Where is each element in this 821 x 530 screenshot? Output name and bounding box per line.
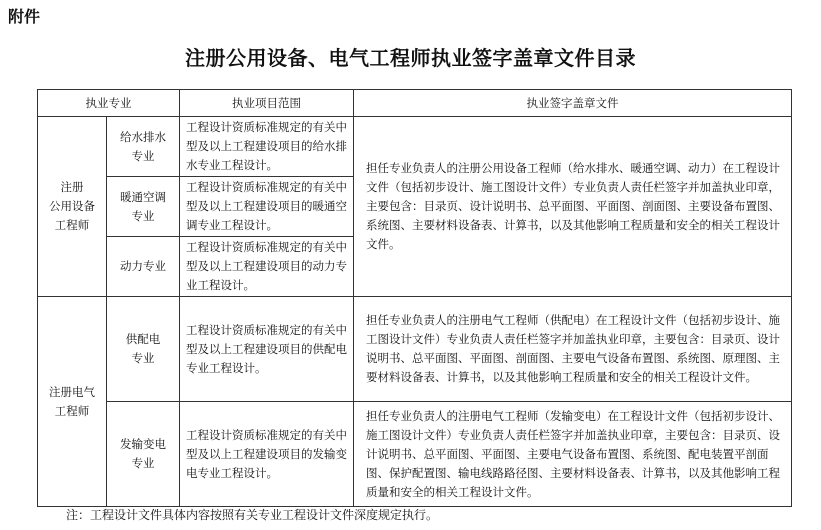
table-row: [38, 117, 792, 177]
table-row: [38, 402, 792, 507]
footnote: 注：工程设计文件具体内容按照有关专业工程设计文件深度规定执行。: [66, 508, 439, 522]
scope-cell: 工程设计资质标准规定的有关中型及以上工程建设项目的发输变电专业工程设计。: [180, 402, 354, 507]
scope-cell: 工程设计资质标准规定的有关中型及以上工程建设项目的动力专业工程设计。: [180, 237, 354, 297]
header-practice-specialty: 执业专业: [38, 90, 180, 117]
specialty-power-supply-distribution: 供配电 专业: [107, 297, 180, 402]
table-row: [38, 297, 792, 402]
signature-files-power-supply: 担任专业负责人的注册电气工程师（供配电）在工程设计文件（包括初步设计、施工图设计文件）专业负责人责任栏签字并加盖执业印章，主要包含：目录页、设计说明书、总平面图、平面图、剖面图、主要电气设备布置图、系统图、原理图、主要材料设备表、计算书，以及其他影响工程质量和安全的相关工程设计文件。: [354, 297, 792, 402]
document-title: 注册公用设备、电气工程师执业签字盖章文件目录: [185, 46, 636, 70]
signature-files-utility-engineer: 担任专业负责人的注册公用设备工程师（给水排水、暖通空调、动力）在工程设计文件（包括初步设计、施工图设计文件）专业负责人责任栏签字并加盖执业印章，主要包含：目录页、设计说明书、总平面图、平面图、剖面图、主要设备布置图、系统图、主要材料设备表、计算书，以及其他影响工程质量和安全的相关工程设计文件。: [354, 117, 792, 297]
header-project-scope: 执业项目范围: [180, 90, 354, 117]
scope-cell: 工程设计资质标准规定的有关中型及以上工程建设项目的暖通空调专业工程设计。: [180, 177, 354, 237]
specialty-hvac: 暖通空调 专业: [107, 177, 180, 237]
group-name-electrical-engineer: 注册电气 工程师: [38, 297, 107, 507]
scope-cell: 工程设计资质标准规定的有关中型及以上工程建设项目的供配电专业工程设计。: [180, 297, 354, 402]
signature-files-table: [37, 89, 792, 507]
scope-cell: 工程设计资质标准规定的有关中型及以上工程建设项目的给水排水专业工程设计。: [180, 117, 354, 177]
specialty-water-supply-drainage: 给水排水 专业: [107, 117, 180, 177]
header-signature-files: 执业签字盖章文件: [354, 90, 792, 117]
group-name-utility-engineer: 注册 公用设备 工程师: [38, 117, 107, 297]
annex-label: 附件: [8, 7, 41, 26]
signature-files-generation-transmission: 担任专业负责人的注册电气工程师（发输变电）在工程设计文件（包括初步设计、施工图设计文件）专业负责人责任栏签字并加盖执业印章，主要包含：目录页、设计说明书、总平面图、平面图、主要电气设备布置图、系统图、配电装置平剖面图、保护配置图、输电线路路径图、主要材料设备表、计算书，以及其他影响工程质量和安全的相关工程设计文件。: [354, 402, 792, 507]
specialty-generation-transmission: 发输变电 专业: [107, 402, 180, 507]
table-header-row: [38, 90, 792, 117]
specialty-power: 动力专业: [107, 237, 180, 297]
